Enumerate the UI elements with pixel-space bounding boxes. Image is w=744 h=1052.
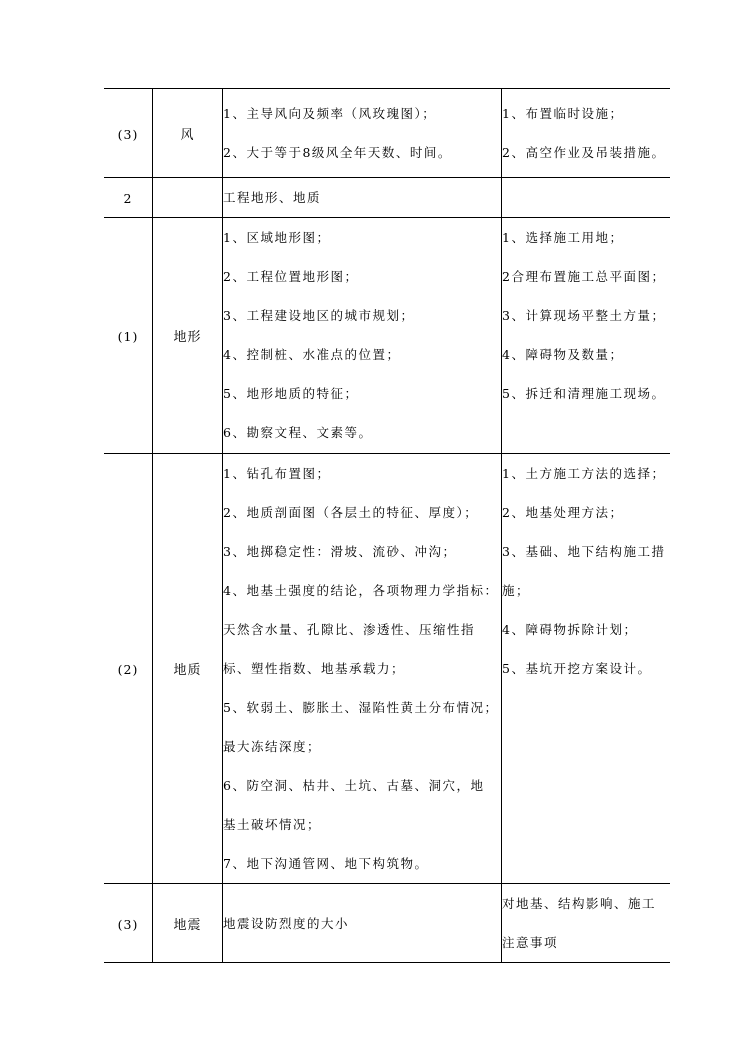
row-number-cell	[104, 89, 153, 178]
content-line: 4、控制桩、水准点的位置；	[223, 347, 401, 362]
row-number-cell	[104, 178, 153, 218]
content-line: 3、工程建设地区的城市规划；	[223, 308, 415, 323]
row-number: 2	[123, 191, 133, 206]
row-label-cell	[153, 178, 223, 218]
purpose-cell	[502, 884, 671, 963]
data-content-cell	[223, 178, 502, 218]
data-content-cell	[223, 218, 502, 454]
content-line: 基土破坏情况；	[223, 817, 322, 832]
purpose-line: 1、土方施工方法的选择；	[502, 466, 666, 481]
content-line: 4、地基土强度的结论，各项物理力学指标：	[223, 583, 499, 598]
row-number-cell	[104, 218, 153, 454]
purpose-line: 注意事项	[502, 935, 559, 950]
row-label-cell	[153, 884, 223, 963]
purpose-line: 对地基、结构影响、施工	[502, 896, 657, 911]
row-label-cell	[153, 454, 223, 884]
content-line: 2、大于等于8级风全年天数、时间。	[223, 145, 452, 160]
table-row	[104, 178, 670, 218]
purpose-line: 2、高空作业及吊装措施。	[502, 145, 666, 160]
row-label: 风	[180, 127, 195, 143]
purpose-cell	[502, 89, 671, 178]
requirements-table	[104, 88, 670, 963]
section-heading: 工程地形、地质	[223, 190, 322, 205]
purpose-line: 5、拆迁和清理施工现场。	[502, 386, 666, 401]
content-line: 3、地掷稳定性：滑坡、流砂、冲沟；	[223, 544, 457, 559]
content-line: 2、工程位置地形图；	[223, 269, 359, 284]
content-line: 1、区域地形图；	[223, 230, 331, 245]
purpose-line: 4、障碍物及数量；	[502, 347, 624, 362]
row-label: 地质	[173, 663, 202, 678]
purpose-line: 施；	[502, 583, 531, 598]
row-label-cell	[153, 218, 223, 454]
row-number-cell	[104, 884, 153, 963]
row-number: (1)	[117, 329, 139, 344]
table-row	[104, 884, 670, 963]
row-number-cell	[104, 454, 153, 884]
row-label: 地形	[173, 330, 202, 345]
purpose-line: 4、障碍物拆除计划；	[502, 622, 638, 637]
content-line: 最大冻结深度；	[223, 739, 322, 754]
content-line: 标、塑性指数、地基承载力；	[223, 661, 406, 676]
purpose-cell	[502, 218, 671, 454]
content-line: 5、地形地质的特征；	[223, 386, 359, 401]
purpose-line: 3、计算现场平整土方量；	[502, 308, 666, 323]
content-line: 1、钻孔布置图；	[223, 466, 331, 481]
content-line: 2、地质剖面图（各层土的特征、厚度）；	[223, 505, 479, 520]
table-row	[104, 454, 670, 884]
content-line: 地震设防烈度的大小	[223, 915, 350, 931]
purpose-line: 5、基坑开挖方案设计。	[502, 661, 652, 676]
content-line: 7、地下沟通管网、地下构筑物。	[223, 856, 429, 871]
purpose-line: 2、地基处理方法；	[502, 505, 624, 520]
purpose-line: 2合理布置施工总平面图；	[502, 269, 666, 284]
row-number: (2)	[117, 662, 139, 677]
data-content-cell	[223, 884, 502, 963]
purpose-cell	[502, 454, 671, 884]
content-line: 6、勘察文程、文素等。	[223, 425, 373, 440]
purpose-line: 3、基础、地下结构施工措	[502, 544, 666, 559]
data-content-cell	[223, 89, 502, 178]
purpose-line: 1、选择施工用地；	[502, 230, 624, 245]
table-row	[104, 218, 670, 454]
content-line: 5、软弱土、膨胀土、湿陷性黄土分布情况；	[223, 700, 499, 715]
content-line: 天然含水量、孔隙比、渗透性、压缩性指	[223, 622, 476, 637]
content-line: 6、防空洞、枯井、土坑、古墓、洞穴，地	[223, 778, 485, 793]
content-line: 1、主导风向及频率（风玫瑰图）；	[223, 106, 437, 121]
row-label: 地震	[173, 917, 202, 933]
purpose-cell	[502, 178, 671, 218]
row-number: (3)	[117, 916, 139, 932]
row-number: (3)	[117, 126, 139, 142]
purpose-line: 1、布置临时设施；	[502, 106, 624, 121]
table-row	[104, 89, 670, 178]
row-label-cell	[153, 89, 223, 178]
data-content-cell	[223, 454, 502, 884]
